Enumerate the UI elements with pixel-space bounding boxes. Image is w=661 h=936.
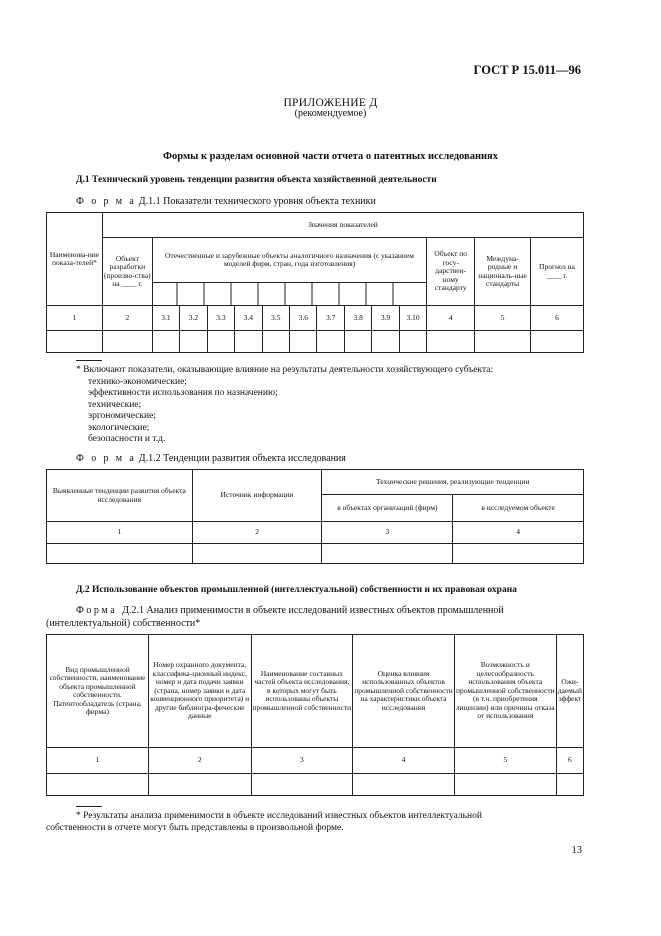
num-cell: 1	[47, 522, 193, 544]
col-indicator-name: Наименова-ние показа-телей*	[47, 213, 103, 306]
list-item: экологические;	[88, 422, 150, 433]
col-values-header: Значения показателей	[102, 213, 583, 238]
document-code: ГОСТ Р 15.011—96	[473, 63, 581, 77]
num-cell: 3.3	[207, 306, 234, 331]
footnote-1-intro: * Включают показатели, оказывающие влияние на результаты деятельности хозяйствующего субъекта:	[76, 365, 494, 375]
list-item: эргономические;	[88, 411, 156, 421]
num-cell: 2	[102, 306, 152, 331]
num-cell: 6	[556, 748, 583, 774]
page-number: 13	[571, 845, 582, 856]
table-row	[47, 774, 584, 796]
num-cell: 3.10	[399, 306, 426, 331]
col-trends: Выявленные тенденции развития объекта исследования	[47, 470, 193, 522]
form-d12-title: Д.1.2 Тенденции развития объекта исследования	[138, 453, 346, 464]
col-forecast: Прогноз на ____ г.	[531, 238, 584, 306]
num-cell: 3.8	[344, 306, 371, 331]
num-cell: 3.7	[317, 306, 344, 331]
form-d21-title-line2: (интеллектуальной) собственности*	[46, 618, 201, 629]
num-cell: 6	[531, 306, 584, 331]
footnote-rule	[76, 806, 102, 807]
num-cell: 3.5	[262, 306, 289, 331]
footnote-2-line2: собственности в отчете могут быть представлены в произвольной форме.	[46, 823, 344, 833]
table-d12	[46, 469, 584, 564]
section-d2-heading: Д.2 Использование объектов промышленной (интеллектуальной) собственности и их правовая охрана	[76, 585, 517, 595]
footnote-rule	[76, 360, 102, 361]
num-cell: 2	[192, 522, 322, 544]
form-d11-label	[76, 196, 376, 207]
col-tech-solutions: Технические решения, реализующие тенденции	[322, 470, 584, 495]
table-row	[47, 544, 584, 564]
appendix-subtitle: (рекомендуемое)	[294, 108, 367, 119]
col-effect: Ожи-даемый эффект	[556, 635, 583, 748]
num-cell: 3	[322, 522, 453, 544]
subcol-dividers	[46, 282, 584, 306]
form-d11-title: Д.1.1 Показатели технического уровня объекта техники	[138, 196, 376, 207]
col-in-organizations: в объектах организаций (фирм)	[322, 495, 453, 522]
num-cell: 3.6	[290, 306, 317, 331]
col-ip-type: Вид промышленной собственности, наименование объекта промышленной собственности. Патентообладатель (страна, фирма)	[47, 635, 149, 748]
num-cell: 3.9	[372, 306, 399, 331]
num-cell: 3.2	[180, 306, 207, 331]
section-d1-heading: Д.1 Технический уровень тенденции развития объекта хозяйственной деятельности	[76, 175, 437, 185]
num-cell: 3.1	[152, 306, 179, 331]
num-cell: 4	[453, 522, 584, 544]
num-cell: 1	[47, 748, 149, 774]
col-impact: Оценка влияния использованных объектов промышленной собственности на характеристики объекта исследования	[353, 635, 455, 748]
col-object: Объект разработки (произво-ства) на ____ г.	[102, 238, 152, 306]
num-cell: 5	[454, 748, 556, 774]
col-in-object: в исследуемом объекте	[453, 495, 584, 522]
list-item: эффективности использования по назначению;	[88, 388, 278, 398]
col-gost-object: Объект по госу-дарствен-ному стандарту	[427, 238, 475, 306]
num-cell: 2	[148, 748, 251, 774]
col-components: Наименование составных частей объекта исследования, в которых могут быть использованы объекты промышленной собственности	[251, 635, 353, 748]
num-cell: 4	[427, 306, 475, 331]
table-row	[47, 331, 584, 353]
col-document-number: Номер охранного документа, классифика-ционный индекс, номер и дата подачи заявки (страна, номер заявки и дата конвенционного приоритета) и другие библиогра-фические данные	[148, 635, 251, 748]
list-item: технико-экономические;	[88, 376, 187, 387]
num-cell: 4	[353, 748, 455, 774]
footnote-2	[76, 811, 586, 823]
form-d21-label	[76, 605, 586, 616]
col-domestic-foreign: Отечественные и зарубежные объекты аналогичного назначения (с указанием моделей фирм, стран, года изготовления)	[152, 238, 427, 283]
col-intl-standards: Междуна-родные и националь-ные стандарты	[475, 238, 531, 306]
list-item: безопасности и т.д.	[88, 434, 166, 444]
col-feasibility: Возможность и целесообразность использования объекта промышленной собственности (в т.ч. приобретения лицензии) или причины отказа от использования	[454, 635, 556, 748]
footnote-1	[76, 365, 586, 446]
table-d21	[46, 634, 584, 796]
footnote-2-line1: * Результаты анализа применимости в объекте исследований известных объектов интеллектуальной	[76, 811, 482, 821]
form-d12-label	[76, 453, 346, 464]
form-d21-title-line1: Ф о р м а Д.2.1 Анализ применимости в объекте исследований известных объектов промышленной	[76, 605, 504, 616]
num-cell: 5	[475, 306, 531, 331]
main-title: Формы к разделам основной части отчета о патентных исследованиях	[163, 151, 498, 162]
col-source: Источник информации	[192, 470, 322, 522]
list-item: технические;	[88, 399, 142, 410]
appendix-title: ПРИЛОЖЕНИЕ Д	[283, 97, 378, 109]
form-d12-prefix: Ф о р м а	[76, 453, 137, 464]
num-cell: 3.4	[235, 306, 262, 331]
num-cell: 1	[47, 306, 103, 331]
num-cell: 3	[251, 748, 353, 774]
form-d11-prefix: Ф о р м а	[76, 196, 137, 207]
